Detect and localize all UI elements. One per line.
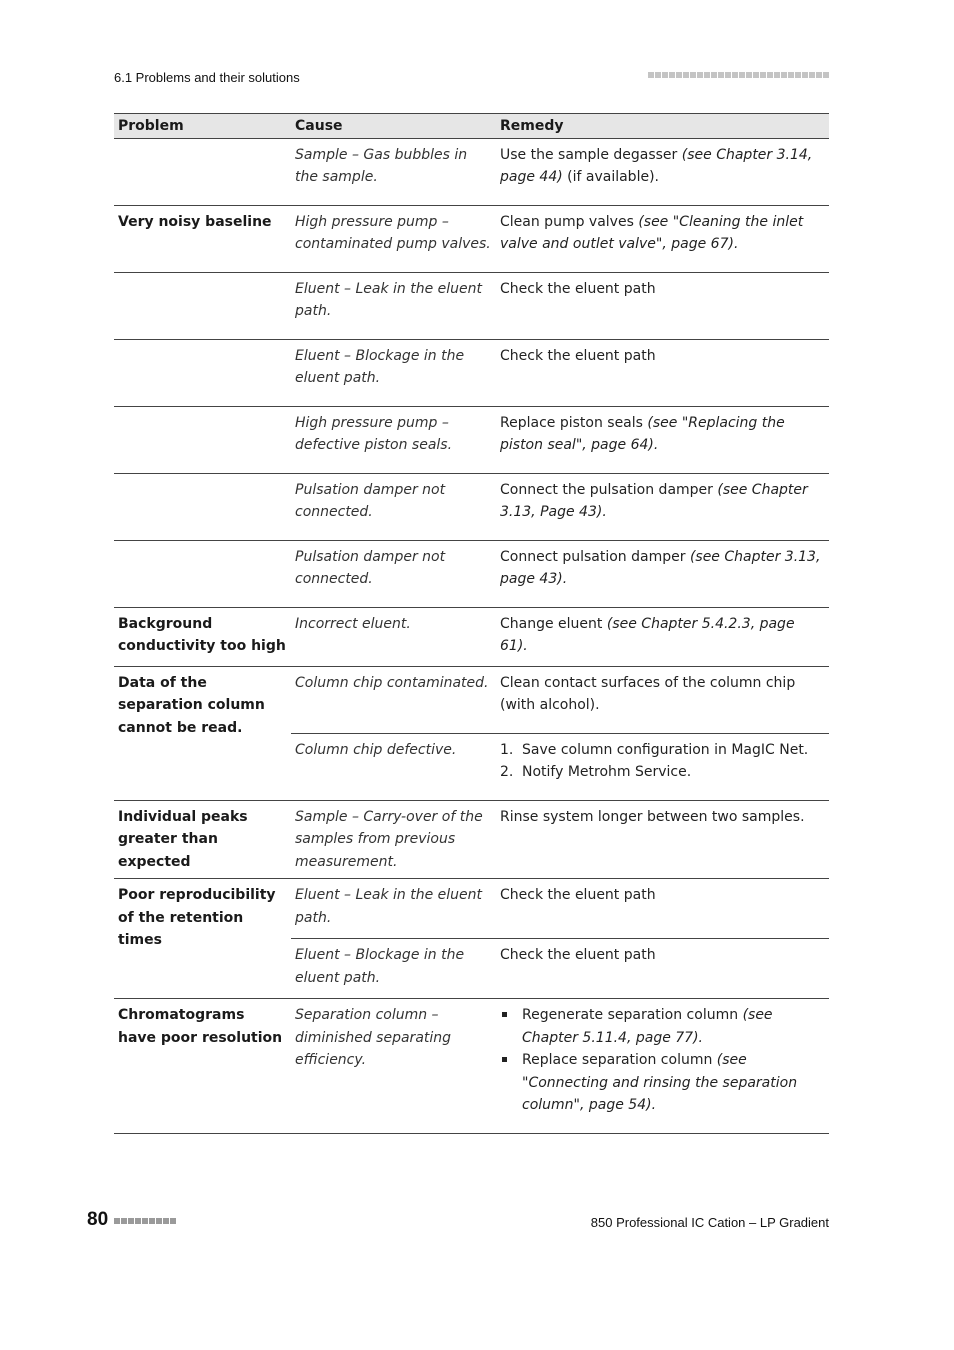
- cause-cell: High pressure pump – contaminated pump valves.: [291, 205, 496, 272]
- table-row: [114, 607, 829, 666]
- problem-cell: [114, 406, 291, 473]
- remedy-reference: (see "Replacing the piston seal", page 64).: [500, 414, 785, 453]
- remedy-text: Connect pulsation damper: [500, 548, 690, 565]
- cause-cell: Pulsation damper not connected.: [291, 473, 496, 540]
- table-row: [114, 138, 829, 205]
- column-header-remedy: Remedy: [496, 114, 829, 139]
- problem-cell: Individual peaks greater than expected: [114, 800, 291, 879]
- remedy-steps-list: [500, 739, 825, 784]
- problem-cell: Very noisy baseline: [114, 205, 291, 272]
- table-row: [114, 999, 829, 1134]
- table-row: [114, 205, 829, 272]
- remedy-cell: [496, 406, 829, 473]
- remedy-cell: [496, 999, 829, 1134]
- cause-cell: High pressure pump – defective piston seals.: [291, 406, 496, 473]
- remedy-cell: [496, 473, 829, 540]
- remedy-reference: (see "Cleaning the inlet valve and outlet valve", page 67).: [500, 213, 804, 252]
- bullet-square-icon: [500, 1004, 522, 1049]
- problem-cell: Background conductivity too high: [114, 607, 291, 666]
- cause-cell: Eluent – Leak in the eluent path.: [291, 879, 496, 939]
- cause-cell: Eluent – Blockage in the eluent path.: [291, 339, 496, 406]
- bullet-square-icon: [500, 1049, 522, 1117]
- remedy-reference: (see Chapter 3.14, page 44): [500, 146, 813, 185]
- table-row: [114, 339, 829, 406]
- remedy-cell: [496, 607, 829, 666]
- problem-cell: Chromatograms have poor resolution: [114, 999, 291, 1134]
- table-header-row: [114, 114, 829, 139]
- running-header-section: 6.1 Problems and their solutions: [114, 70, 300, 85]
- remedy-tail: (if available).: [562, 169, 659, 185]
- problem-cell: [114, 473, 291, 540]
- problem-cell: Poor reproducibility of the retention times: [114, 879, 291, 999]
- list-item: [500, 1004, 825, 1049]
- cause-cell: Sample – Carry-over of the samples from previous measurement.: [291, 800, 496, 879]
- bullet-text: Regenerate separation column: [522, 1007, 743, 1023]
- header-decoration-squares: [648, 72, 829, 78]
- table-row: [114, 800, 829, 879]
- table-row: [114, 879, 829, 939]
- remedy-cell: [496, 540, 829, 607]
- footer-decoration-squares: [114, 1218, 176, 1224]
- cause-cell: Column chip defective.: [291, 733, 496, 800]
- list-item: [500, 1049, 825, 1117]
- remedy-cell: Clean contact surfaces of the column chip (with alcohol).: [496, 666, 829, 733]
- footer-product-name: 850 Professional IC Cation – LP Gradient: [590, 1215, 829, 1230]
- troubleshooting-table: [114, 113, 829, 1134]
- table-row: [114, 473, 829, 540]
- step-number: 2.: [500, 764, 514, 780]
- remedy-text: Connect the pulsation damper: [500, 481, 718, 498]
- remedy-cell: Check the eluent path: [496, 879, 829, 939]
- remedy-cell: Check the eluent path: [496, 339, 829, 406]
- step-number: 1.: [500, 741, 514, 758]
- problem-cell: Data of the separation column cannot be read.: [114, 666, 291, 800]
- remedy-cell: [496, 138, 829, 205]
- table-row: [114, 406, 829, 473]
- remedy-cell: [496, 733, 829, 800]
- step-text: Notify Metrohm Service.: [522, 764, 692, 780]
- remedy-text: Replace piston seals: [500, 414, 648, 431]
- bullet-reference: (see Chapter 5.11.4, page 77).: [522, 1007, 773, 1046]
- problem-cell: [114, 339, 291, 406]
- remedy-reference: (see Chapter 3.13, Page 43).: [500, 481, 808, 520]
- remedy-reference: (see Chapter 5.4.2.3, page 61).: [500, 615, 795, 654]
- problem-cell: [114, 138, 291, 205]
- remedy-text: Clean pump valves: [500, 213, 639, 230]
- step-text: Save column configuration in MagIC Net.: [522, 741, 809, 758]
- list-item: [500, 761, 825, 784]
- remedy-cell: [496, 205, 829, 272]
- cause-cell: Column chip contaminated.: [291, 666, 496, 733]
- table-row: [114, 666, 829, 733]
- remedy-text: Change eluent: [500, 615, 607, 632]
- table-row: [114, 272, 829, 339]
- cause-cell: Pulsation damper not connected.: [291, 540, 496, 607]
- table-row: [114, 540, 829, 607]
- remedy-cell: Check the eluent path: [496, 939, 829, 999]
- bullet-reference: (see "Connecting and rinsing the separation column", page 54).: [522, 1052, 798, 1113]
- remedy-reference: (see Chapter 3.13, page 43).: [500, 548, 821, 587]
- list-item: [500, 739, 825, 762]
- remedy-cell: Check the eluent path: [496, 272, 829, 339]
- remedy-text: Use the sample degasser: [500, 146, 682, 163]
- cause-cell: Eluent – Leak in the eluent path.: [291, 272, 496, 339]
- page-number: 80: [87, 1209, 109, 1230]
- problem-cell: [114, 540, 291, 607]
- cause-cell: Separation column – diminished separating efficiency.: [291, 999, 496, 1134]
- cause-cell: Incorrect eluent.: [291, 607, 496, 666]
- cause-cell: Sample – Gas bubbles in the sample.: [291, 138, 496, 205]
- cause-cell: Eluent – Blockage in the eluent path.: [291, 939, 496, 999]
- column-header-cause: Cause: [291, 114, 496, 139]
- problem-cell: [114, 272, 291, 339]
- remedy-cell: Rinse system longer between two samples.: [496, 800, 829, 879]
- remedy-bullet-list: [500, 1004, 825, 1117]
- bullet-text: Replace separation column: [522, 1052, 717, 1068]
- column-header-problem: Problem: [114, 114, 291, 139]
